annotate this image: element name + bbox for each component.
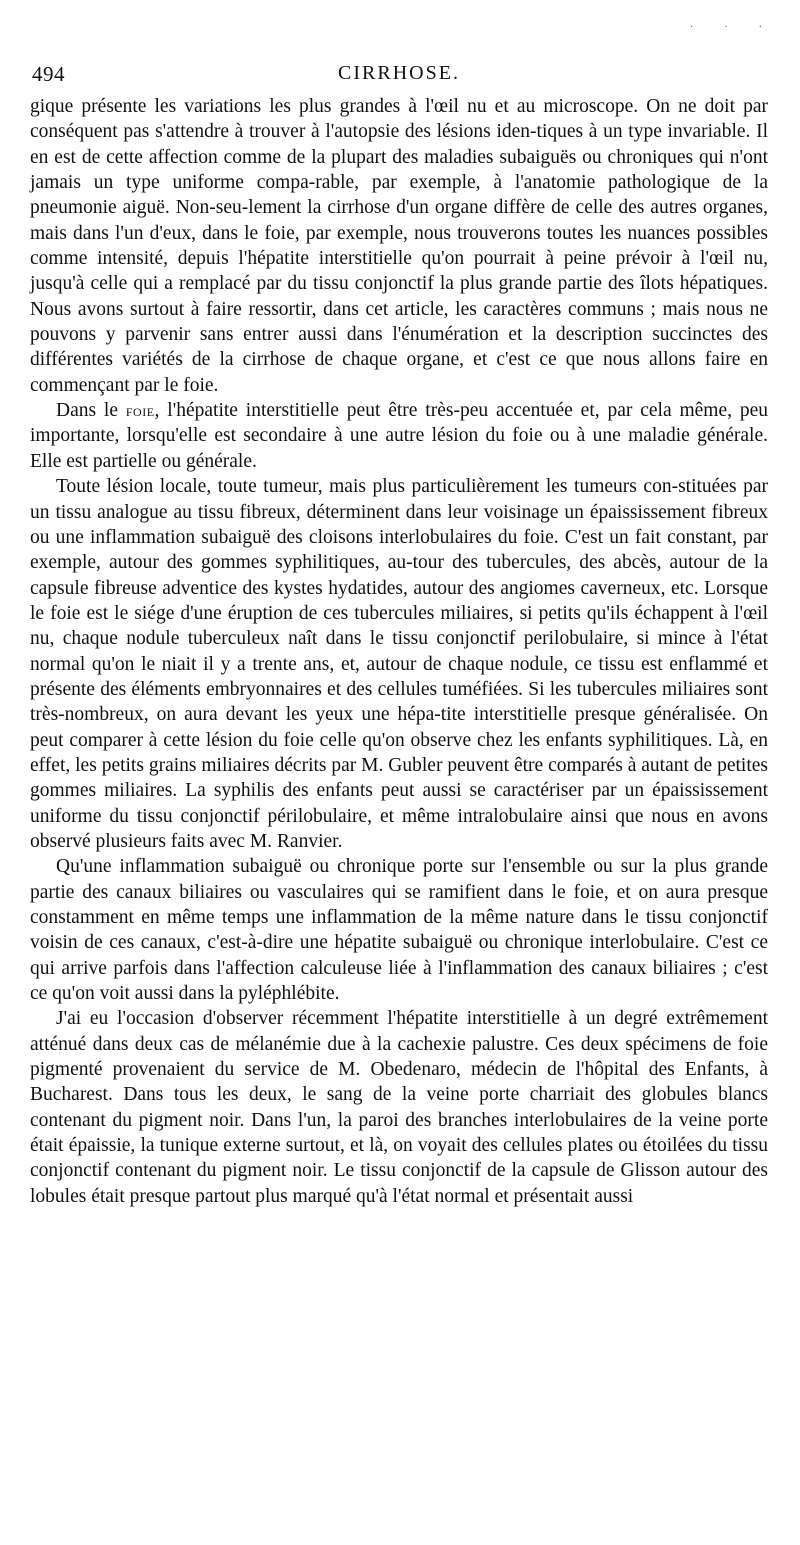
- page-number: 494: [32, 62, 65, 86]
- paragraph-text: Toute lésion locale, toute tumeur, mais plus particulièrement les tumeurs con-stituées par un tissu analogue au tissu fibreux, déterminent dans leur voisinage un épaississement fibreux ou une inflammation subaiguë des cloisons interlobulaires du foie. C'est un fait constant, par exemple, autour des gommes syphilitiques, au-tour des tubercules, des abcès, autour de la capsule fibreuse adventice des kystes hydatides, autour des angiomes caverneux, etc. Lorsque le foie est le siége d'une éruption de ces tubercules miliaires, si petits qu'ils échappent à l'œil nu, chaque nodule tuberculeux naît dans le tissu conjonctif perilobulaire, si mince à l'état normal qu'on le niait il y a trente ans, et, autour de chaque nodule, ce tissu est enflammé et présente des éléments embryonnaires et des cellules tuméfiées. Si les tubercules miliaires sont très-nombreux, on aura devant les yeux une hépa-tite interstitielle presque généralisée. On peut comparer à cette lésion du foie celle qu'on observe chez les enfants syphilitiques. Là, en effet, les petits grains miliaires décrits par M. Gubler peuvent être comparés à autant de petites gommes miliaires. La syphilis des enfants peut aussi se caractériser par un épaississement uniforme du tissu conjonctif périlobulaire, et même intralobulaire ainsi que nous en avons observé plusieurs faits avec M. Ranvier.: [30, 476, 768, 852]
- paragraph-text: Qu'une inflammation subaiguë ou chronique porte sur l'ensemble ou sur la plus grande partie des canaux biliaires ou vasculaires qui se ramifient dans le foie, et on aura presque constamment en même temps une inflammation de la même nature dans le tissu conjonctif voisin de ces canaux, c'est-à-dire une hépatite subaiguë ou chronique interlobulaire. C'est ce qui arrive parfois dans l'affection calculeuse liée à l'inflammation des canaux biliaires ; c'est ce qu'on voit aussi dans la pyléphlébite.: [30, 856, 768, 1005]
- paragraph-5: [30, 1006, 768, 1209]
- running-header: [30, 58, 768, 92]
- paragraph-3: [30, 474, 768, 854]
- paragraph-text: J'ai eu l'occasion d'observer récemment l'hépatite interstitielle à un degré extrêmement atténué dans deux cas de mélanémie due à la cachexie palustre. Ces deux spécimens de foie pigmenté provenaient du service de M. Obedenaro, médecin de l'hôpital des Enfants, à Bucharest. Dans tous les deux, le sang de la veine porte charriait des globules blancs contenant du pigment noir. Dans l'un, la paroi des branches interlobulaires de la veine porte était épaissie, la tunique externe surtout, et là, on voyait des cellules plates ou étoilées du tissu conjonctif contenant du pigment noir. Le tissu conjonctif de la capsule de Glisson autour des lobules était presque partout plus marqué qu'à l'état normal et présentait aussi: [30, 1008, 768, 1207]
- book-page: [30, 58, 768, 1209]
- paragraph-4: [30, 854, 768, 1006]
- running-title: CIRRHOSE.: [338, 62, 460, 84]
- paragraph-text: gique présente les variations les plus grandes à l'œil nu et au microscope. On ne doit par conséquent pas s'attendre à trouver à l'autopsie des lésions iden-tiques à un type invariable. Il en est de cette affection comme de la plupart des maladies subaiguës ou chroniques qui n'ont jamais un type uniforme compa-rable, par exemple, à l'anatomie pathologique de la pneumonie aiguë. Non-seu-lement la cirrhose d'un organe diffère de celle des autres organes, mais dans l'un d'eux, dans le foie, par exemple, nous trouverons toutes les nuances possibles comme intensité, depuis l'hépatite interstitielle qu'on pourrait à peine prévoir à l'œil nu, jusqu'à celle qui a remplacé par du tissu conjonctif la plus grande partie des îlots hépatiques. Nous avons surtout à faire ressortir, dans cet article, les caractères communs ; mais nous ne pouvons y parvenir sans entrer aussi dans l'énumération et la description succinctes des différentes variétés de la cirrhose de chaque organe, et c'est ce que nous allons faire en commençant par le foie.: [30, 96, 768, 396]
- scan-specks: · · ·: [690, 22, 776, 33]
- paragraph-1: [30, 94, 768, 398]
- paragraph-2: [30, 398, 768, 474]
- paragraph-text: , l'hépatite interstitielle peut être très-peu accentuée et, par cela même, peu importante, lorsqu'elle est secondaire à une autre lésion du foie ou à une maladie générale. Elle est partielle ou générale.: [30, 400, 769, 472]
- smallcaps-term: foie: [125, 400, 155, 421]
- paragraph-lead: Dans le: [56, 400, 126, 422]
